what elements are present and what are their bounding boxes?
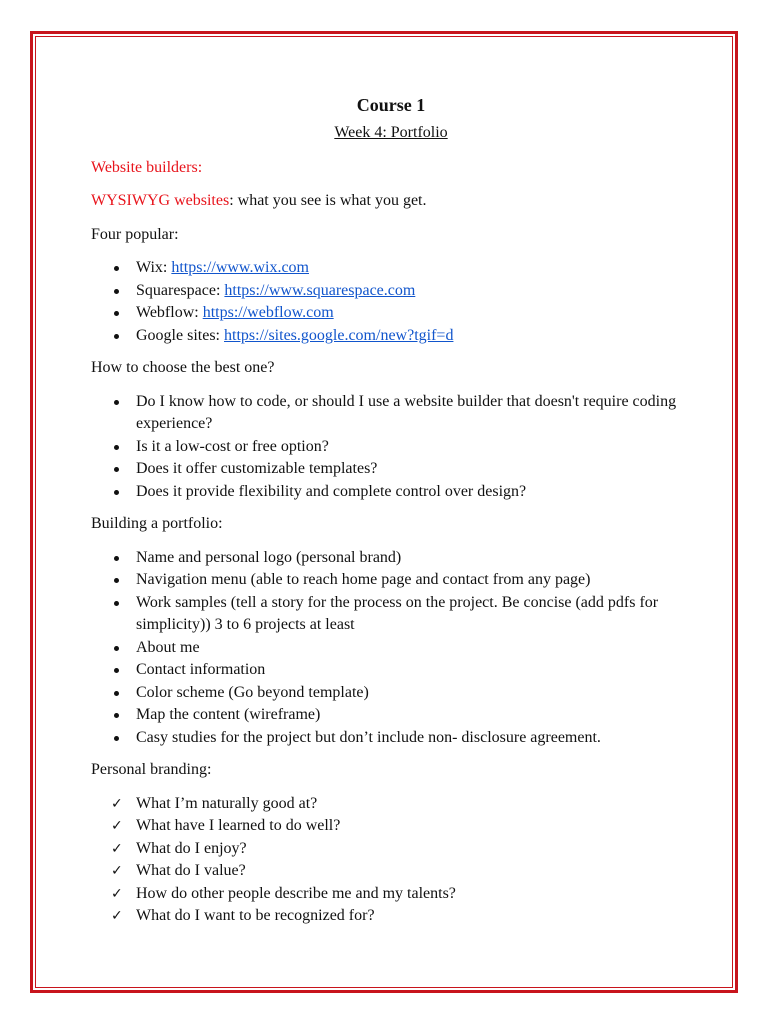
list-item — [91, 793, 691, 816]
list-item — [91, 815, 691, 838]
checkmark-icon: ✓ — [111, 885, 123, 902]
wysiwyg-term: WYSIWYG websites — [91, 192, 230, 209]
wysiwyg-definition: : what you see is what you get. — [229, 192, 427, 209]
list-item: Name and personal logo (personal brand) — [91, 547, 691, 570]
builder-label: Squarespace: — [136, 281, 225, 299]
list-item: Navigation menu (able to reach home page and contact from any page) — [91, 569, 691, 592]
list-item — [91, 325, 691, 348]
checkmark-icon: ✓ — [111, 795, 123, 812]
list-item-text: What have I learned to do well? — [136, 817, 341, 834]
list-item — [91, 302, 691, 325]
checkmark-icon: ✓ — [111, 840, 123, 857]
list-item — [91, 280, 691, 303]
list-item — [91, 860, 691, 883]
list-item-text: What do I enjoy? — [136, 839, 247, 857]
builder-link[interactable]: https://webflow.com — [202, 304, 334, 321]
choose-list — [91, 391, 691, 504]
list-item: Work samples (tell a story for the process on the project. Be concise (add pdfs for simplicity)) 3 to 6 projects at least — [91, 592, 691, 637]
list-item — [91, 883, 691, 906]
four-popular-heading: Four popular: — [91, 225, 179, 243]
list-item-text: How do other people describe me and my talents? — [136, 884, 456, 902]
page-title: Course 1 — [356, 95, 426, 115]
list-item: Does it provide flexibility and complete control over design? — [91, 481, 691, 504]
builder-label: Webflow: — [136, 304, 203, 321]
website-builders-heading: Website builders: — [91, 158, 203, 176]
list-item: Color scheme (Go beyond template) — [91, 682, 691, 705]
checkmark-icon: ✓ — [111, 908, 123, 924]
page-subtitle: Week 4: Portfolio — [334, 124, 448, 141]
list-item: Map the content (wireframe) — [91, 704, 691, 727]
list-item — [91, 905, 691, 928]
list-item — [91, 257, 691, 280]
list-item — [91, 838, 691, 861]
wysiwyg-paragraph — [91, 190, 691, 213]
list-item: Do I know how to code, or should I use a website builder that doesn't require coding experience? — [91, 391, 691, 436]
list-item: About me — [91, 637, 691, 660]
builders-list — [91, 257, 691, 347]
list-item: Is it a low-cost or free option? — [91, 436, 691, 459]
builder-link[interactable]: https://sites.google.com/new?tgif=d — [224, 326, 454, 344]
choose-heading: How to choose the best one? — [91, 359, 275, 376]
checkmark-icon: ✓ — [111, 863, 123, 879]
list-item: Does it offer customizable templates? — [91, 458, 691, 481]
portfolio-list — [91, 547, 691, 750]
branding-heading: Personal branding: — [91, 761, 212, 778]
branding-list — [91, 793, 691, 928]
list-item-text: What I’m naturally good at? — [136, 794, 318, 812]
list-item: Casy studies for the project but don’t include non- disclosure agreement. — [91, 727, 691, 750]
list-item: Contact information — [91, 659, 691, 682]
checkmark-icon: ✓ — [111, 818, 123, 834]
builder-label: Google sites: — [136, 326, 224, 344]
document-content — [91, 93, 691, 938]
portfolio-heading: Building a portfolio: — [91, 515, 223, 532]
list-item-text: What do I value? — [136, 862, 246, 879]
builder-link[interactable]: https://www.wix.com — [171, 259, 309, 276]
builder-link[interactable]: https://www.squarespace.com — [224, 281, 416, 299]
list-item-text: What do I want to be recognized for? — [136, 907, 375, 924]
builder-label: Wix: — [136, 259, 172, 276]
